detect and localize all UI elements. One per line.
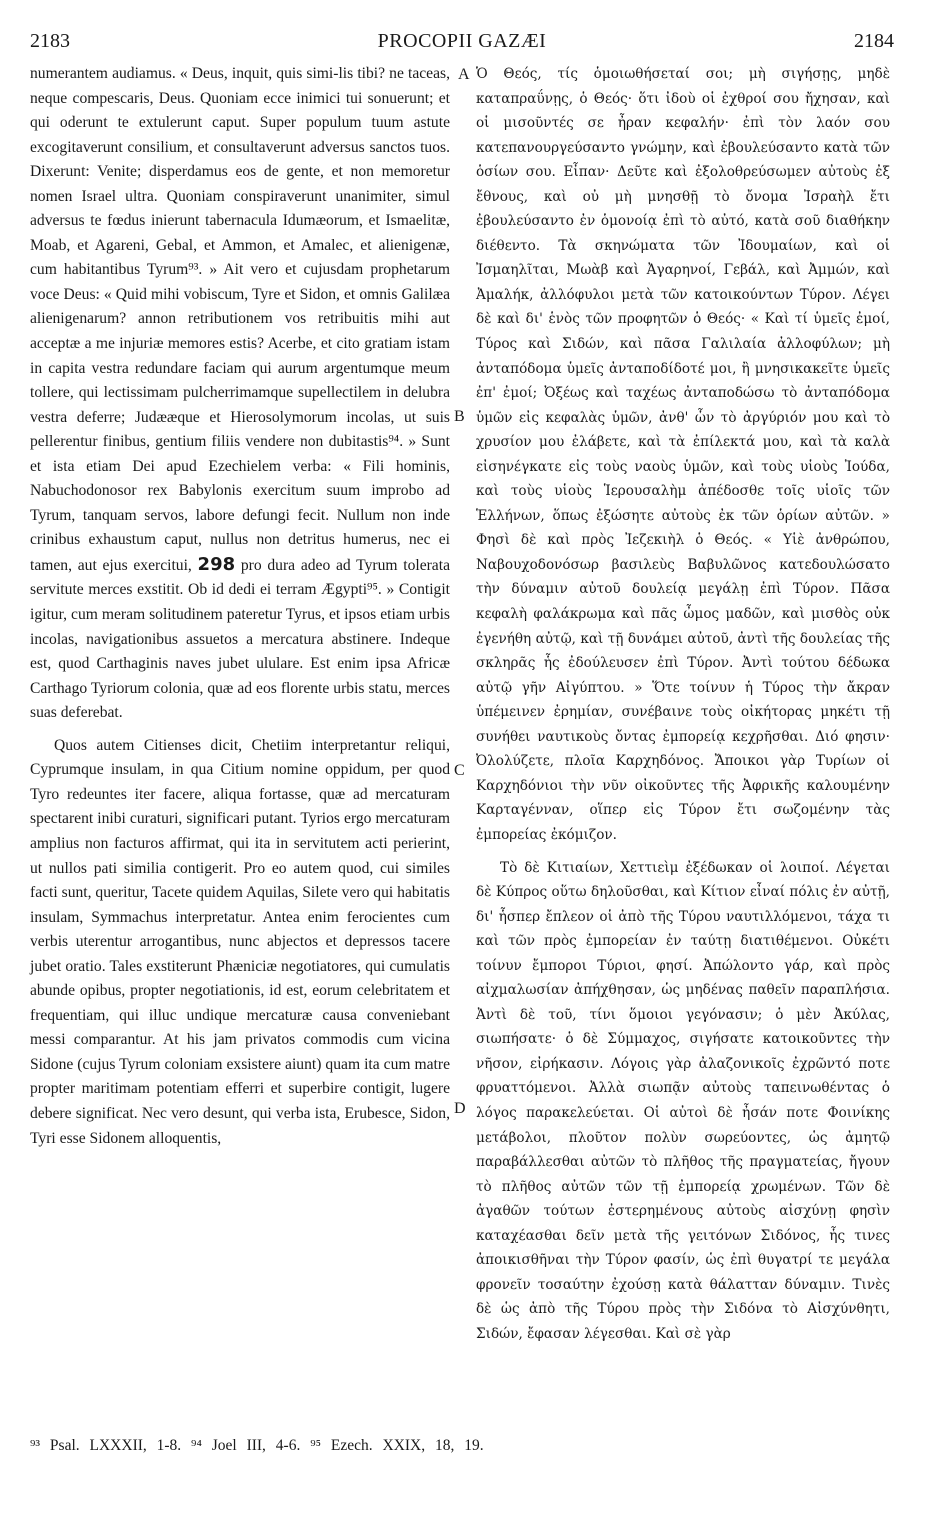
running-title: PROCOPII GAZÆI [377, 30, 547, 52]
page-header [30, 30, 894, 58]
greek-column [476, 62, 890, 1346]
section-marker-a: A [458, 66, 470, 83]
footnotes: ⁹³ Psal. LXXXII, 1-8. ⁹⁴ Joel III, 4-6. ⁹⁵ Ezech. XXIX, 18, 19. [30, 1437, 484, 1454]
original-page-number: 298 [197, 553, 236, 575]
latin-column [30, 62, 450, 1151]
greek-paragraph-1: Ὁ Θεός, τίς ὁμοιωθήσεταί σοι; μὴ σιγήσῃς, μηδὲ καταπραΰνῃς, ὁ Θεός· ὅτι ἰδοὺ οἱ ἐχθροί σου ἤχησαν, καὶ οἱ μισοῦντές σε ἦραν κεφαλήν· ἐπὶ τὸν λαόν σου κατεπανουργεύσαντο γνώμην, καὶ ἐβουλεύσαντο κατὰ τῶν ὁσίων σου. Εἶπαν· Δεῦτε καὶ ἐξολοθρεύσωμεν αὐτοὺς ἐξ ἔθνους, καὶ οὐ μὴ μνησθῇ τὸ ὄνομα Ἰσραὴλ ἔτι ἐβουλεύσαντο ἐν ὁμονοίᾳ ἐπὶ τὸ αὐτό, κατὰ σοῦ διαθήκην διέθεντο. Τὰ σκηνώματα τῶν Ἰδουμαίων, καὶ οἱ Ἰσμαηλῖται, Μωὰβ καὶ Ἀγαρηνοί, Γεβάλ, καὶ Ἀμμών, καὶ Ἀμαλήκ, ἀλλόφυλοι μετὰ τῶν κατοικούντων Τύρον. Λέγει δὲ καὶ δι' ἑνὸς τῶν προφητῶν ὁ Θεός· « Καὶ τί ὑμεῖς ἐμοί, Τύρος καὶ Σιδών, καὶ πᾶσα Γαλιλαία ἀλλοφύλων; μὴ ἀνταπόδομα ὑμεῖς ἀνταποδίδοτέ μοι, ἢ μνησικακεῖτε ὑμεῖς ἐπ' ἐμοί; Ὀξέως καὶ ταχέως ἀνταποδώσω τὸ ἀνταπόδομα ὑμῶν εἰς κεφαλὰς ὑμῶν, ἀνθ' ὧν τὸ ἀργύριόν μου καὶ τὸ χρυσίον μου ἐλάβετε, καὶ τὰ ἐπίλεκτά μου, καὶ τὰ καλὰ εἰσηνέγκατε εἰς τοὺς ναοὺς ὑμῶν, καὶ τοὺς υἱοὺς Ἰούδα, καὶ τοὺς υἱοὺς Ἱερουσαλὴμ ἀπέδοσθε τοῖς υἱοῖς τῶν Ἑλλήνων, ὅπως ἐξώσητε αὐτοὺς ἐκ τῶν ὁρίων αὐτῶν. » Φησὶ δὲ καὶ πρὸς Ἰεζεκιὴλ ὁ Θεός. « Υἱὲ ἀνθρώπου, Ναβουχοδονόσωρ βασιλεὺς Βαβυλῶνος κατεδουλώσατο τὴν δύναμιν αὐτοῦ δουλείᾳ μεγάλῃ ἐπὶ Τύρον. Πᾶσα κεφαλὴ φαλάκρωμα καὶ πᾶς ὦμος μαδῶν, καὶ μισθὸς οὐκ ἐγενήθη αὐτῷ, καὶ τῇ δυνάμει αὐτοῦ, ἀντὶ τῆς δουλείας τῆς σκληρᾶς ἧς ἐδούλευσεν ἐπὶ Τύρον. Ἀντὶ τούτου δέδωκα αὐτῷ γῆν Αἰγύπτου. » Ὅτε τοίνυν ἡ Τύρος τὴν ἄκραν ὑπέμεινεν ἐρημίαν, συνέβαινε τοὺς οἰκήτορας μηκέτι τῇ συνήθει ναυτικοὺς ὄντας ἐμπορείᾳ κεχρῆσθαι. Διό φησιν· Ὀλολύζετε, πλοῖα Καρχηδόνος. Ἄποικοι γὰρ Τυρίων οἱ Καρχηδόνιοι τὴν νῦν οἰκοῦντες τῆς Ἀφρικῆς καλουμένην Καρταγένναν, οἵπερ εἰς Τύρον ἔτι σωζομένην τὰς ἐμπορείας ἐκόμιζον. [476, 66, 890, 843]
section-marker-c: C [454, 762, 465, 779]
latin-paragraph-2: Quos autem Citienses dicit, Chetiim interpretantur reliqui, Cyprumque insulam, in qua Citium nomine oppidum, per quod Tyro redeuntes iter facere, aliqua fortasse, quæ ad mercaturam spectarent inibi curaturi, significari putant. Tyrios ergo mercaturam amplius non facturos affirmat, qui ita in servitutem acti perierint, ut nullos pati similia contigerit. Pro eo autem quod, cui similes facti sunt, queritur, Tacete quidem Aquilas, Silete vero qui habitatis insulam, Symmachus interpretatur. Antea enim ferocientes cum verbis uterentur arrogantibus, nunc abjectos et depressos tacere jubet oratio. Tales exstiterunt Phæniciæ negotiatores, qui cumulatis abunde opibus, propter negotiationis, id est, eorum celebritatem et frequentiam, qui illuc undique mercaturæ causa conveniebant messi comparantur. At his jam privatos commodis cum vicina Sidone (cujus Tyrum coloniam exsistere aiunt) quam ita cum matre propter maritimam potentiam efferri et superbire contigit, lugere debere significat. Nec vero desunt, qui verba ista, Erubesce, Sidon, Tyri esse Sidonem alloquentis, [30, 736, 450, 1147]
latin-paragraph-1-part-b: pro dura adeo ad Tyrum tolerata servitute merces exstitit. Ob id dedi ei terram Ægypti⁹⁵. » Contigit igitur, cum meram solitudinem pateretur Tyrus, et ipsos etiam urbis incolas, navigationibus assuetos a mercatura abstinere. Indeque est, quod Carthaginis naves jubet ululare. Est enim ipsa Africæ Carthago Tyriorum colonia, quæ ad eos florente urbis statu, merces suas deferebat. [30, 556, 450, 722]
page-number-left: 2183 [30, 30, 70, 52]
latin-paragraph-1-part-a: numerantem audiamus. « Deus, inquit, quis simi-lis tibi? ne taceas, neque compescaris, Deus. Quoniam ecce inimici tui sonuerunt; et qui oderunt te extulerunt caput. Super populum tuum astute excogitaverunt consilium, et consultaverunt adversus sanctos tuos. Dixerunt: Venite; disperdamus eos de gente, et non memoretur nomen Israel ultra. Quoniam conspiraverunt unanimiter, simul adversus te fœdus inierunt tabernacula Idumæorum, et Ismaelitæ, Moab, et Agareni, Gebal, et Ammon, et Amalec, et alienigenæ, cum habitantibus Tyrum⁹³. » Ait vero et cujusdam prophetarum voce Deus: « Quid mihi vobiscum, Tyre et Sidon, et omnis Galilæa alienigenarum? annon retributionem vos retribuitis mihi aut acceptæ a me injuriæ memores estis? Acerbe, et cito gratiam istam in capita vestra redundare faciam qui aurum argentumque meum tollere, qui lectissimam pulcherrimamque supellectilem in delubra vestra deferre; Judææque et Hierosolymorum incolas, ut suis pellerentur finibus, gentium filiis vendere non dubitastis⁹⁴. » Sunt et ista etiam Dei apud Ezechielem verba: « Fili hominis, Nabuchodonosor rex Babylonis exercitum suum improbo ad Tyrum, tanquam servos, labore defungi fecit. Nullum non inde crinibus exhaustum caput, nullus non detritus humerus, nec ei tamen, aut ejus exercitui, [30, 65, 450, 574]
latin-paragraph-1 [30, 62, 450, 726]
greek-paragraph-2: Τὸ δὲ Κιτιαίων, Χεττιεὶμ ἐξέδωκαν οἱ λοιποί. Λέγεται δὲ Κύπρος οὕτω δηλοῦσθαι, καὶ Κίτιον εἶναί πόλις ἐν αὐτῇ, δι' ἧσπερ ἔπλεον οἱ ἀπὸ τῆς Τύρου ναυτιλλόμενοι, τάχα τι καὶ τῶν πρὸς ἐμπορείαν ἐν ταύτῃ διατιθέμενοι. Οὐκέτι τοίνυν ἔμποροι Τύριοι, φησί. Ἀπώλοντο γάρ, καὶ πρὸς αἰχμαλωσίαν ἀπήχθησαν, ὡς μηδένας παθεῖν παραπλήσια. Ἀντὶ δὲ τοῦ, τίνι ὅμοιοι γεγόνασιν; ὁ μὲν Ἀκύλας, σιωπήσατε· ὁ δὲ Σύμμαχος, σιγήσατε κατοικοῦντες τὴν νῆσον, εἰρήκασιν. Λόγοις γὰρ ἀλαζονικοῖς ἐχρῶντό ποτε φρυαττόμενοι. Ἀλλὰ σιωπᾷν αὐτοὺς ταπεινωθέντας ὁ λόγος παρακελεύεται. Οἱ αὐτοὶ δὲ ἦσάν ποτε Φοινίκης μετάβολοι, πλοῦτον πολὺν σωρεύοντες, ὡς ἀμητῷ παραβάλλεσθαι αὐτῶν τὸ πλῆθος τῆς πραγματείας, ἤγουν τὸ πλῆθος αὐτῶν τῶν τῇ ἐμπορείᾳ χρωμένων. Τῶν δὲ ἀγαθῶν τούτων ἐστερημένους αὐτοὺς αἰσχύνῃ φησὶν καταχέασθαι δεῖν μετὰ τῆς γειτόνων Σιδόνος, ἧς τινες ἀποικισθῆναι τὴν Τύρον φασίν, ὡς ἐπὶ θυγατρί τε μεγάλα φρονεῖν τοσαύτην ἐχούσῃ κατὰ θάλατταν δύναμιν. Τινὲς δὲ ὡς ἀπὸ τῆς Τύρου πρὸς τὴν Σιδόνα τὸ Αἰσχύνθητι, Σιδών, ἔφασαν λέγεσθαι. Καὶ σὲ γὰρ [476, 859, 890, 1342]
page-number-right: 2184 [854, 30, 894, 52]
section-marker-d: D [454, 1100, 466, 1117]
section-marker-b: B [454, 408, 465, 425]
